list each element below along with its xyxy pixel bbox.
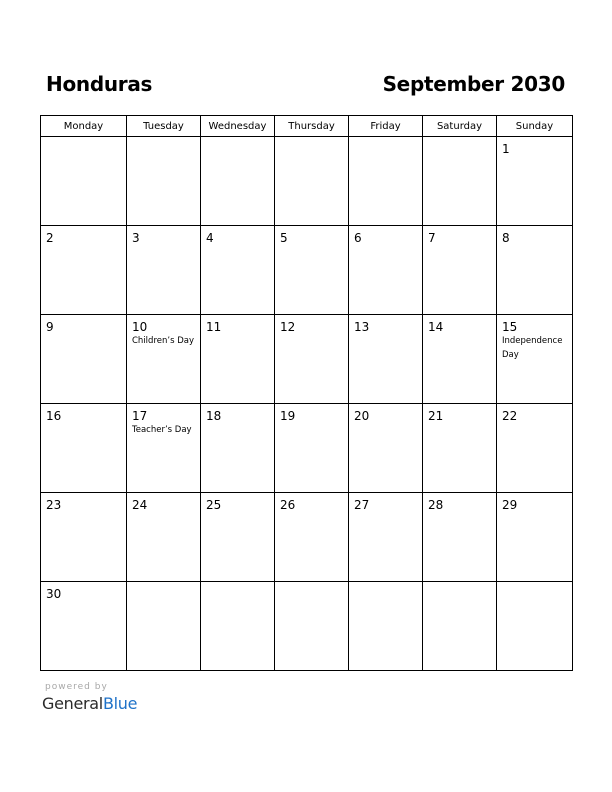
generalblue-logo bbox=[42, 694, 137, 714]
day-cell bbox=[41, 137, 127, 226]
holiday-label: Children’s Day bbox=[132, 336, 194, 346]
weekday-header: Monday bbox=[41, 116, 127, 137]
day-number: 2 bbox=[46, 231, 54, 245]
day-number bbox=[349, 137, 422, 142]
day-number: 13 bbox=[354, 320, 370, 334]
weekday-header-row bbox=[41, 116, 573, 137]
day-number bbox=[423, 137, 496, 142]
day-cell bbox=[41, 493, 127, 582]
day-cell bbox=[127, 226, 201, 315]
week-row bbox=[41, 315, 573, 404]
day-cell bbox=[201, 404, 275, 493]
day-cell bbox=[275, 404, 349, 493]
day-number bbox=[423, 582, 496, 587]
day-number: 21 bbox=[428, 409, 444, 423]
day-cell bbox=[201, 582, 275, 671]
week-row bbox=[41, 226, 573, 315]
day-cell bbox=[423, 226, 497, 315]
day-cell bbox=[41, 315, 127, 404]
day-number bbox=[127, 137, 200, 142]
brand-part-blue: Blue bbox=[102, 694, 138, 713]
day-cell bbox=[423, 315, 497, 404]
day-cell bbox=[349, 404, 423, 493]
day-number: 25 bbox=[206, 498, 222, 512]
day-number bbox=[275, 582, 348, 587]
week-row bbox=[41, 404, 573, 493]
brand-part-general: General bbox=[42, 694, 103, 713]
day-number: 9 bbox=[46, 320, 54, 334]
day-cell bbox=[275, 582, 349, 671]
day-number: 27 bbox=[354, 498, 370, 512]
day-number bbox=[41, 137, 126, 142]
weekday-header: Friday bbox=[349, 116, 423, 137]
day-cell bbox=[275, 226, 349, 315]
weekday-header: Saturday bbox=[423, 116, 497, 137]
calendar-grid bbox=[40, 115, 573, 671]
day-cell bbox=[127, 493, 201, 582]
day-cell bbox=[201, 226, 275, 315]
day-cell bbox=[423, 582, 497, 671]
weekday-header: Sunday bbox=[497, 116, 573, 137]
day-number: 18 bbox=[206, 409, 222, 423]
day-number: 29 bbox=[502, 498, 518, 512]
day-cell bbox=[127, 404, 201, 493]
day-cell bbox=[127, 137, 201, 226]
day-number: 12 bbox=[280, 320, 296, 334]
day-cell bbox=[497, 493, 573, 582]
day-cell bbox=[423, 137, 497, 226]
day-number: 3 bbox=[132, 231, 140, 245]
day-cell bbox=[41, 226, 127, 315]
day-cell bbox=[497, 226, 573, 315]
week-row bbox=[41, 582, 573, 671]
day-number bbox=[201, 582, 274, 587]
day-number: 4 bbox=[206, 231, 214, 245]
week-row bbox=[41, 493, 573, 582]
day-number: 24 bbox=[132, 498, 148, 512]
day-number: 23 bbox=[46, 498, 62, 512]
day-number bbox=[497, 582, 572, 587]
week-row bbox=[41, 137, 573, 226]
day-number bbox=[349, 582, 422, 587]
day-cell bbox=[349, 315, 423, 404]
day-number: 11 bbox=[206, 320, 222, 334]
day-cell bbox=[349, 582, 423, 671]
holiday-label: Independence Day bbox=[502, 336, 563, 360]
day-cell bbox=[349, 226, 423, 315]
weekday-header: Thursday bbox=[275, 116, 349, 137]
day-cell bbox=[201, 493, 275, 582]
day-cell bbox=[497, 315, 573, 404]
day-cell bbox=[423, 493, 497, 582]
day-number bbox=[275, 137, 348, 142]
day-number: 6 bbox=[354, 231, 362, 245]
day-number: 10 bbox=[132, 320, 148, 334]
day-number: 30 bbox=[46, 587, 62, 601]
day-cell bbox=[127, 315, 201, 404]
day-cell bbox=[497, 404, 573, 493]
day-cell bbox=[127, 582, 201, 671]
day-cell bbox=[275, 493, 349, 582]
day-cell bbox=[349, 493, 423, 582]
day-number: 1 bbox=[502, 142, 510, 156]
day-cell bbox=[349, 137, 423, 226]
powered-by-text: powered by bbox=[45, 682, 108, 692]
day-number: 5 bbox=[280, 231, 288, 245]
day-number: 7 bbox=[428, 231, 436, 245]
day-cell bbox=[275, 137, 349, 226]
day-cell bbox=[497, 582, 573, 671]
day-number: 26 bbox=[280, 498, 296, 512]
day-cell bbox=[275, 315, 349, 404]
day-number: 17 bbox=[132, 409, 148, 423]
weekday-header: Tuesday bbox=[127, 116, 201, 137]
country-title: Honduras bbox=[46, 72, 153, 96]
day-number: 14 bbox=[428, 320, 444, 334]
holiday-label: Teacher’s Day bbox=[132, 425, 192, 435]
day-number: 20 bbox=[354, 409, 370, 423]
day-number: 28 bbox=[428, 498, 444, 512]
day-cell bbox=[497, 137, 573, 226]
day-cell bbox=[201, 137, 275, 226]
month-year-title: September 2030 bbox=[382, 72, 565, 96]
day-cell bbox=[423, 404, 497, 493]
day-number: 15 bbox=[502, 320, 518, 334]
calendar-header bbox=[46, 70, 565, 98]
footer bbox=[42, 682, 137, 714]
day-cell bbox=[41, 582, 127, 671]
day-number: 16 bbox=[46, 409, 62, 423]
day-number: 19 bbox=[280, 409, 296, 423]
day-cell bbox=[41, 404, 127, 493]
day-number bbox=[127, 582, 200, 587]
weekday-header: Wednesday bbox=[201, 116, 275, 137]
day-cell bbox=[201, 315, 275, 404]
day-number: 8 bbox=[502, 231, 510, 245]
day-number: 22 bbox=[502, 409, 518, 423]
day-number bbox=[201, 137, 274, 142]
